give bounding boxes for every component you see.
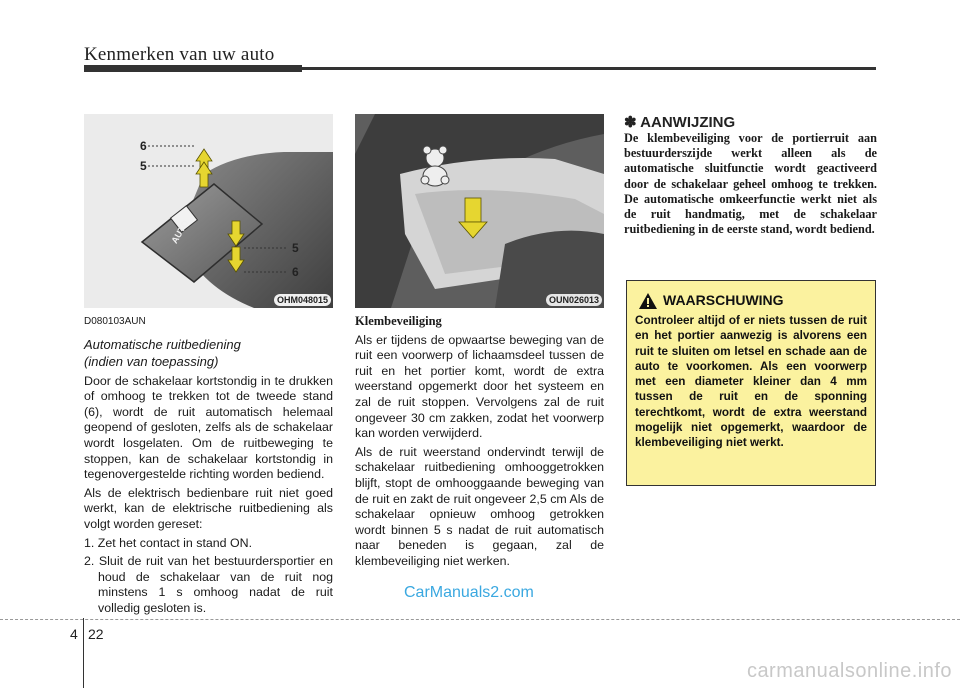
- heading-line-2: (indien van toepassing): [84, 353, 219, 369]
- note-text: De klembeveiliging voor de portierruit aan bestuurderszijde werkt alleen als de automatische sluitfunctie wordt geactiveerd door de schakelaar geheel omhoog te trekken. De automatische omkeerfunctie werkt niet als de ruit handmatig, met de schakelaar ruitbediening in de eerste stand, wordt bediend.: [624, 131, 877, 237]
- label-5-up: 5: [140, 159, 147, 173]
- footer-divider: [83, 618, 84, 688]
- section-code: D080103AUN: [84, 316, 146, 327]
- figure-code: OHM048015: [274, 294, 331, 306]
- window-switch-figure: [84, 114, 333, 308]
- warning-box: [626, 280, 876, 486]
- section-heading: [84, 336, 333, 370]
- chapter-number: 4: [70, 626, 78, 642]
- warning-text: Controleer altijd of er niets tussen de ruit en het portier aanwezig is alvorens een ruit te sluiten om letsel en schade aan de auto te voorkomen. Als een voorwerp met een diameter kleiner dan 4 mm tussen de ruit en de sponning terechtkomt, wordt de extra weerstand mogelijk niet opgemerkt, waardoor de klembeveiliging niet werkt.: [635, 314, 867, 450]
- paragraph: Als de ruit weerstand ondervindt terwijl de schakelaar ruitbediening omhooggetrokken blijft, stopt de omhooggaande beweging van de ruit en zakt de ruit ongeveer 2,5 cm Als de schakelaar opnieuw omhoog getrokken wordt binnen 5 s nadat de ruit automatisch naar beneden is gegaan, zal de klembeveiliging niet werken.: [355, 444, 604, 568]
- warning-title: WAARSCHUWING: [663, 292, 784, 308]
- label-5-down: 5: [292, 241, 299, 255]
- heading-line-1: Automatische ruitbediening: [84, 336, 241, 352]
- watermark: CarManuals2.com: [404, 584, 534, 601]
- car-window-figure: [355, 114, 604, 308]
- section-heading: Klembeveiliging: [355, 314, 442, 328]
- list-item: 2. Sluit de ruit van het bestuurdersportier en houd de schakelaar van de ruit nog minstens 1 s omhoog nadat de ruit volledig gesloten is.: [84, 554, 333, 615]
- label-6-up: 6: [140, 139, 147, 153]
- label-6-down: 6: [292, 265, 299, 279]
- page-number: 22: [88, 626, 104, 642]
- middle-column: [355, 314, 604, 573]
- note-heading: ✽ AANWIJZING: [624, 114, 736, 131]
- footer-rule: [0, 619, 960, 620]
- figure-code: OUN026013: [546, 294, 602, 306]
- site-watermark: carmanualsonline.info: [746, 660, 952, 682]
- warning-triangle-icon: [639, 293, 657, 309]
- paragraph: Als de elektrisch bedienbare ruit niet goed werkt, kan de elektrische ruitbediening als volgt worden gereset:: [84, 485, 333, 531]
- page-header-title: Kenmerken van uw auto: [84, 44, 275, 65]
- left-column: [84, 314, 333, 620]
- auto-button-label: AUTO: [169, 218, 191, 246]
- paragraph: Als er tijdens de opwaartse beweging van de ruit een voorwerp of lichaamsdeel tussen de ruit en het portier komt, wordt de extra weerstand opgemerkt door het systeem en zal de ruit stoppen. Vervolgens zal de ruit ongeveer 30 cm zakken, zodat het voorwerp kan worden verwijderd.: [355, 332, 604, 441]
- list-item: 1. Zet het contact in stand ON.: [84, 535, 253, 550]
- header-rule-accent: [84, 65, 302, 72]
- car-window-illustration: [355, 114, 604, 308]
- paragraph: Door de schakelaar kortstondig in te drukken of omhoog te trekken tot de tweede stand (6), wordt de ruit automatisch helemaal geopend of gesloten, zelfs als de schakelaar wordt losgelaten. Om de ruitbeweging te stoppen, kan de schakelaar kortstondig in tegenovergestelde richting worden bediend.: [84, 373, 333, 482]
- window-switch-illustration: [84, 114, 333, 308]
